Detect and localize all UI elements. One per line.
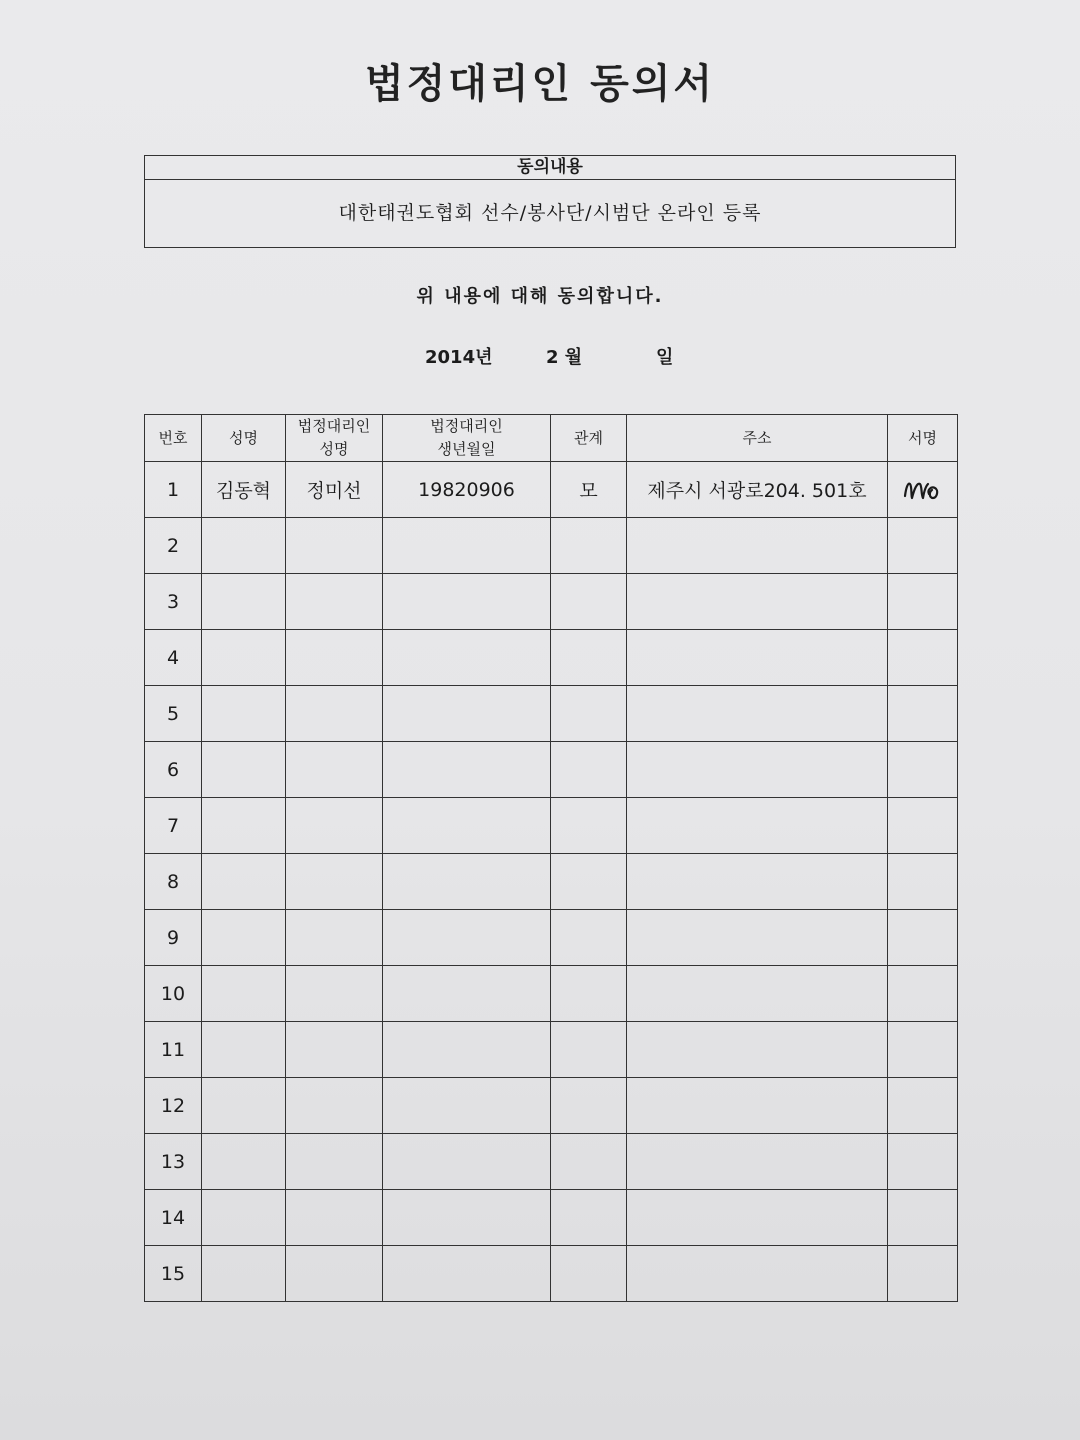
header-guardian-name	[286, 415, 383, 462]
cell-guardian-name	[286, 1078, 383, 1134]
header-name: 성명	[202, 415, 286, 462]
table-row	[145, 1134, 958, 1190]
cell-no: 14	[145, 1190, 202, 1246]
cell-relation	[551, 1134, 627, 1190]
cell-relation	[551, 1190, 627, 1246]
cell-address: 제주시 서광로204. 501호	[627, 462, 888, 518]
cell-signature	[888, 686, 958, 742]
cell-relation	[551, 630, 627, 686]
date-year: 2014년	[425, 347, 493, 368]
cell-address	[627, 798, 888, 854]
cell-name	[202, 1190, 286, 1246]
cell-signature	[888, 910, 958, 966]
cell-name	[202, 742, 286, 798]
table-row	[145, 742, 958, 798]
cell-guardian-name	[286, 1246, 383, 1302]
cell-no: 8	[145, 854, 202, 910]
cell-address	[627, 574, 888, 630]
table-row	[145, 1078, 958, 1134]
header-guardian-birth-line2: 생년월일	[437, 440, 496, 458]
header-no: 번호	[145, 415, 202, 462]
table-body	[145, 462, 958, 1302]
cell-signature	[888, 742, 958, 798]
cell-address	[627, 854, 888, 910]
cell-guardian-birth	[383, 798, 551, 854]
cell-guardian-name	[286, 518, 383, 574]
cell-name	[202, 910, 286, 966]
cell-relation	[551, 742, 627, 798]
table-row	[145, 966, 958, 1022]
cell-guardian-birth	[383, 742, 551, 798]
cell-signature	[888, 1078, 958, 1134]
cell-guardian-birth	[383, 686, 551, 742]
consent-header: 동의내용	[145, 156, 955, 180]
header-guardian-name-line1: 법정대리인	[297, 417, 371, 435]
cell-guardian-birth	[383, 910, 551, 966]
handwritten-signature-icon	[899, 472, 947, 508]
cell-guardian-name	[286, 854, 383, 910]
cell-guardian-birth	[383, 1246, 551, 1302]
cell-address	[627, 518, 888, 574]
cell-no: 4	[145, 630, 202, 686]
cell-guardian-name	[286, 966, 383, 1022]
cell-guardian-name: 정미선	[286, 462, 383, 518]
cell-no: 1	[145, 462, 202, 518]
guardian-table	[144, 414, 958, 1302]
cell-signature	[888, 1134, 958, 1190]
cell-name	[202, 630, 286, 686]
cell-relation	[551, 686, 627, 742]
cell-no: 6	[145, 742, 202, 798]
cell-guardian-birth: 19820906	[383, 462, 551, 518]
cell-relation	[551, 910, 627, 966]
cell-address	[627, 910, 888, 966]
cell-guardian-name	[286, 1190, 383, 1246]
header-guardian-birth	[383, 415, 551, 462]
cell-no: 7	[145, 798, 202, 854]
cell-guardian-birth	[383, 1134, 551, 1190]
date-day: 일	[656, 347, 674, 368]
cell-name	[202, 798, 286, 854]
consent-content-box	[144, 155, 956, 248]
cell-address	[627, 966, 888, 1022]
cell-relation	[551, 966, 627, 1022]
header-guardian-birth-line1: 법정대리인	[430, 417, 503, 435]
cell-name	[202, 686, 286, 742]
header-address: 주소	[627, 415, 888, 462]
cell-relation	[551, 1246, 627, 1302]
table-row	[145, 854, 958, 910]
table-row	[145, 630, 958, 686]
cell-no: 11	[145, 1022, 202, 1078]
header-relation: 관계	[551, 415, 627, 462]
cell-guardian-name	[286, 742, 383, 798]
table-row	[145, 686, 958, 742]
cell-guardian-birth	[383, 630, 551, 686]
cell-guardian-birth	[383, 1190, 551, 1246]
cell-address	[627, 686, 888, 742]
cell-signature	[888, 854, 958, 910]
cell-name	[202, 966, 286, 1022]
cell-no: 9	[145, 910, 202, 966]
header-guardian-name-line2: 성명	[319, 440, 349, 458]
cell-no: 5	[145, 686, 202, 742]
cell-relation	[551, 518, 627, 574]
cell-address	[627, 742, 888, 798]
cell-guardian-birth	[383, 854, 551, 910]
consent-content: 대한태권도협회 선수/봉사단/시범단 온라인 등록	[338, 202, 762, 224]
cell-signature	[888, 462, 958, 518]
table-row	[145, 518, 958, 574]
cell-address	[627, 1190, 888, 1246]
cell-guardian-name	[286, 574, 383, 630]
cell-signature	[888, 1246, 958, 1302]
date-month: 2 월	[546, 347, 583, 368]
cell-address	[627, 630, 888, 686]
table-row	[145, 1246, 958, 1302]
cell-no: 3	[145, 574, 202, 630]
cell-no: 10	[145, 966, 202, 1022]
table-row	[145, 1022, 958, 1078]
cell-name	[202, 1246, 286, 1302]
cell-address	[627, 1022, 888, 1078]
cell-address	[627, 1246, 888, 1302]
cell-guardian-name	[286, 686, 383, 742]
cell-address	[627, 1134, 888, 1190]
cell-signature	[888, 574, 958, 630]
cell-guardian-birth	[383, 574, 551, 630]
cell-signature	[888, 1190, 958, 1246]
cell-signature	[888, 1022, 958, 1078]
cell-guardian-birth	[383, 966, 551, 1022]
document-title: 법정대리인 동의서	[364, 61, 716, 107]
cell-no: 15	[145, 1246, 202, 1302]
table-row	[145, 462, 958, 518]
agree-statement: 위 내용에 대해 동의합니다.	[416, 286, 664, 307]
table-row	[145, 574, 958, 630]
cell-no: 12	[145, 1078, 202, 1134]
cell-name	[202, 1022, 286, 1078]
header-signature: 서명	[888, 415, 958, 462]
cell-signature	[888, 630, 958, 686]
cell-guardian-name	[286, 630, 383, 686]
cell-signature	[888, 518, 958, 574]
cell-name: 김동혁	[202, 462, 286, 518]
cell-signature	[888, 966, 958, 1022]
cell-no: 2	[145, 518, 202, 574]
cell-name	[202, 1134, 286, 1190]
cell-name	[202, 1078, 286, 1134]
table-row	[145, 798, 958, 854]
cell-no: 13	[145, 1134, 202, 1190]
table-row	[145, 1190, 958, 1246]
cell-relation	[551, 854, 627, 910]
cell-address	[627, 1078, 888, 1134]
table-row	[145, 910, 958, 966]
cell-relation	[551, 798, 627, 854]
cell-guardian-name	[286, 910, 383, 966]
cell-guardian-name	[286, 798, 383, 854]
cell-name	[202, 574, 286, 630]
cell-relation: 모	[551, 462, 627, 518]
cell-relation	[551, 574, 627, 630]
cell-guardian-birth	[383, 1078, 551, 1134]
cell-guardian-birth	[383, 518, 551, 574]
cell-relation	[551, 1022, 627, 1078]
cell-guardian-birth	[383, 1022, 551, 1078]
cell-signature	[888, 798, 958, 854]
cell-guardian-name	[286, 1134, 383, 1190]
cell-guardian-name	[286, 1022, 383, 1078]
cell-name	[202, 854, 286, 910]
table-header-row	[145, 415, 958, 462]
cell-relation	[551, 1078, 627, 1134]
cell-name	[202, 518, 286, 574]
